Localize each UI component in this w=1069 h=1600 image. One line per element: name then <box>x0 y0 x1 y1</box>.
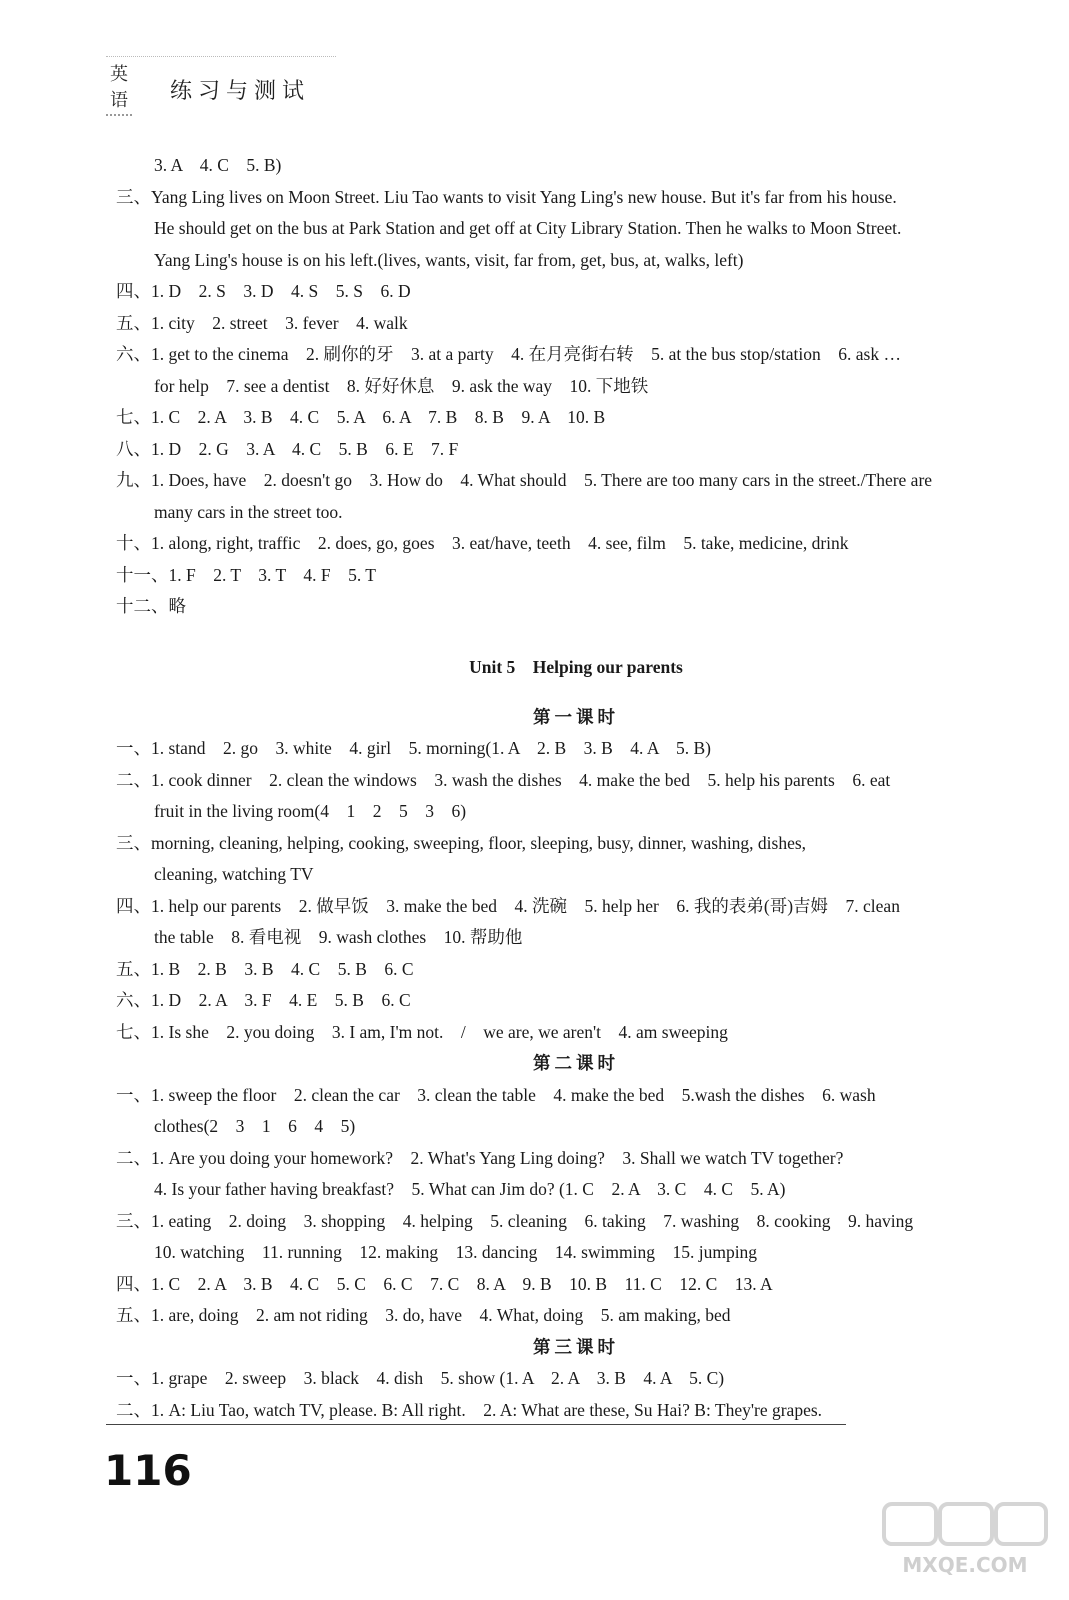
answer-line: 六、1. get to the cinema 2. 刷你的牙 3. at a party 4. 在月亮街右转 5. at the bus stop/station 6. ask … <box>116 344 901 364</box>
lesson-title-2: 第二课时 <box>533 1053 619 1073</box>
answer-line: 七、1. Is she 2. you doing 3. I am, I'm not. / we are, we aren't 4. am sweeping <box>116 1021 728 1042</box>
answer-line: clothes(2 3 1 6 4 5) <box>154 1116 356 1136</box>
answer-line: 五、1. city 2. street 3. fever 4. walk <box>116 312 408 333</box>
answer-line: for help 7. see a dentist 8. 好好休息 9. ask the way 10. 下地铁 <box>154 375 649 396</box>
answer-line: 一、1. grape 2. sweep 3. black 4. dish 5. show (1. A 2. A 3. B 4. A 5. C) <box>116 1368 725 1388</box>
answer-line: He should get on the bus at Park Station and get off at City Library Station. Then he walks to Moon Street. <box>154 218 902 238</box>
answer-content <box>116 150 1036 1426</box>
answer-line: 七、1. C 2. A 3. B 4. C 5. A 6. A 7. B 8. B 9. A 10. B <box>116 407 606 427</box>
answer-line: 五、1. are, doing 2. am not riding 3. do, have 4. What, doing 5. am making, bed <box>116 1305 731 1325</box>
answer-line: fruit in the living room(4 1 2 5 3 6) <box>154 801 467 821</box>
answer-line: 四、1. D 2. S 3. D 4. S 5. S 6. D <box>116 281 411 301</box>
answer-line: 八、1. D 2. G 3. A 4. C 5. B 6. E 7. F <box>116 438 459 459</box>
answer-line: 二、1. A: Liu Tao, watch TV, please. B: All right. 2. A: What are these, Su Hai? B: They're grapes. <box>116 1399 823 1420</box>
answer-line: 3. A 4. C 5. B) <box>154 155 282 175</box>
answer-line: 一、1. sweep the floor 2. clean the car 3. clean the table 4. make the bed 5.wash the dishes 6. wash <box>116 1084 876 1105</box>
answer-line: 四、1. C 2. A 3. B 4. C 5. C 6. C 7. C 8. A 9. B 10. B 11. C 12. C 13. A <box>116 1273 773 1294</box>
answer-line: 五、1. B 2. B 3. B 4. C 5. B 6. C <box>116 958 414 979</box>
lesson-title-1: 第一课时 <box>533 706 619 727</box>
answer-line: 二、1. cook dinner 2. clean the windows 3. wash the dishes 4. make the bed 5. help his parents 6. eat <box>116 769 891 790</box>
answer-line: 四、1. help our parents 2. 做早饭 3. make the bed 4. 洗碗 5. help her 6. 我的表弟(哥)吉姆 7. clean <box>116 895 900 916</box>
footer-divider <box>106 1424 846 1425</box>
answer-line: 三、morning, cleaning, helping, cooking, sweeping, floor, sleeping, busy, dinner, washing, dishes, <box>116 832 807 853</box>
unit-title: Unit 5 Helping our parents <box>469 656 683 677</box>
answer-line: 4. Is your father having breakfast? 5. What can Jim do? (1. C 2. A 3. C 4. C 5. A) <box>154 1179 786 1199</box>
page-number: 116 <box>104 1446 192 1495</box>
answer-line: many cars in the street too. <box>154 501 343 522</box>
answer-line: 九、1. Does, have 2. doesn't go 3. How do 4. What should 5. There are too many cars in the street./There are <box>116 470 933 490</box>
answer-line: Yang Ling's house is on his left.(lives, wants, visit, far from, get, bus, at, walks, left) <box>154 249 744 270</box>
answer-line: 十二、略 <box>116 596 186 616</box>
lesson-title-3: 第三课时 <box>533 1336 619 1357</box>
svg-text:MXQE.COM: MXQE.COM <box>902 1553 1028 1577</box>
answer-line: cleaning, watching TV <box>154 864 314 884</box>
subject-label: 英语 <box>106 60 132 116</box>
header-divider <box>106 56 336 58</box>
answer-line: 十一、1. F 2. T 3. T 4. F 5. T <box>116 564 376 585</box>
answer-line: 10. watching 11. running 12. making 13. dancing 14. swimming 15. jumping <box>154 1242 758 1262</box>
watermark-logo <box>880 1500 1050 1580</box>
book-title: 练习与测试 <box>170 79 311 104</box>
answer-line: 十、1. along, right, traffic 2. does, go, goes 3. eat/have, teeth 4. see, film 5. take, medicine, drink <box>116 533 849 553</box>
answer-line: 三、Yang Ling lives on Moon Street. Liu Tao wants to visit Yang Ling's new house. But it's far from his house. <box>116 186 897 207</box>
answer-line: 三、1. eating 2. doing 3. shopping 4. helping 5. cleaning 6. taking 7. washing 8. cooking 9. having <box>116 1210 914 1231</box>
answer-line: the table 8. 看电视 9. wash clothes 10. 帮助他 <box>154 927 523 947</box>
answer-line: 六、1. D 2. A 3. F 4. E 5. B 6. C <box>116 990 411 1010</box>
answer-line: 一、1. stand 2. go 3. white 4. girl 5. morning(1. A 2. B 3. B 4. A 5. B) <box>116 738 712 758</box>
watermark-icon <box>880 1500 1050 1580</box>
answer-line: 二、1. Are you doing your homework? 2. What's Yang Ling doing? 3. Shall we watch TV together? <box>116 1147 844 1168</box>
